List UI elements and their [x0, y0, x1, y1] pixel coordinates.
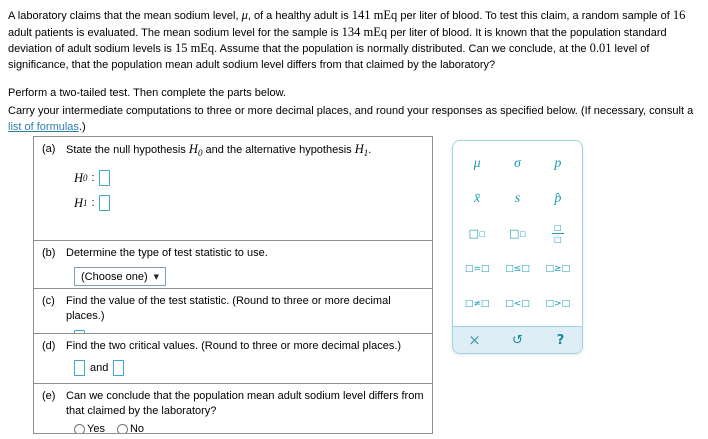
h1-subscript: 1: [363, 148, 369, 159]
carry-text-post: .): [78, 120, 86, 133]
claimed-mean-value: 141 mEq: [351, 8, 398, 22]
critical-value-2-input[interactable]: [113, 360, 124, 376]
part-d-heading: [42, 339, 424, 354]
formulas-link[interactable]: list of formulas: [8, 120, 79, 133]
intro-text-7: level of significance, that the population mean adult sodium level differs from that claimed by the laboratory?: [8, 43, 650, 71]
palette-less-equal-button[interactable]: □≤□: [497, 251, 537, 286]
problem-statement: [8, 8, 706, 73]
intro-text-3: per liter of blood. To test this claim, a random sample of: [397, 10, 673, 22]
part-d-label: (d): [42, 340, 56, 352]
palette-greater-than-button[interactable]: □>□: [538, 286, 578, 321]
part-a-heading: [42, 142, 424, 161]
part-d-section: [34, 333, 432, 383]
significance-level-value: 0.01: [589, 41, 612, 55]
perform-instruction: Perform a two-tailed test. Then complete the parts below.: [8, 87, 286, 99]
palette-xbar-button[interactable]: x̄: [457, 181, 497, 216]
h0-colon: :: [91, 172, 95, 185]
palette-superscript-button[interactable]: [457, 216, 497, 251]
palette-s-button[interactable]: s: [497, 181, 537, 216]
h1-subscript: 1: [83, 198, 88, 209]
part-b-label: (b): [42, 247, 56, 259]
palette-symbol-grid: [453, 141, 582, 326]
h0-input[interactable]: [99, 170, 110, 186]
intro-text-6: . Assume that the population is normally distributed. Can we conclude, at the: [214, 43, 590, 55]
subscript-box-glyph: □: [519, 229, 526, 238]
intro-text-1: A laboratory claims that the mean sodium level,: [8, 10, 242, 22]
part-c-text: Find the value of the test statistic. (Round to three or more decimal places.): [66, 295, 391, 322]
part-a-text-1: State the null hypothesis: [66, 144, 189, 156]
palette-fraction-button[interactable]: [538, 216, 578, 251]
help-icon[interactable]: ?: [539, 327, 582, 353]
part-a-text-3: .: [368, 144, 372, 156]
h1-input[interactable]: [99, 195, 110, 211]
palette-phat-button[interactable]: p̂: [538, 181, 578, 216]
part-a-text-2: and the alternative hypothesis: [202, 144, 355, 156]
part-a-label: (a): [42, 143, 56, 155]
chevron-down-icon: ▼: [153, 272, 160, 281]
part-b-text: Determine the type of test statistic to use.: [66, 247, 268, 259]
yes-label: Yes: [87, 423, 105, 433]
math-palette: [452, 140, 583, 354]
conclusion-options: [74, 423, 424, 433]
h1-row: [74, 195, 424, 211]
question-box: [33, 136, 433, 434]
intro-text-5: per liter of blood. It is known that the population standard deviation of adult sodium levels is: [8, 26, 667, 55]
palette-mu-button[interactable]: μ: [457, 146, 497, 181]
sample-mean-value: 134 mEq: [341, 24, 388, 39]
part-c-heading: [42, 294, 424, 324]
undo-icon[interactable]: ↺: [496, 327, 539, 353]
fraction-denominator-glyph: □: [554, 235, 562, 244]
clear-icon[interactable]: ×: [453, 327, 496, 353]
test-statistic-dropdown[interactable]: [74, 267, 166, 286]
h1-colon: :: [91, 197, 95, 210]
part-b-section: [34, 240, 432, 288]
intro-text-2: , of a healthy adult is: [247, 10, 352, 22]
sample-size-value: 16: [672, 8, 686, 22]
test-statistic-input[interactable]: [74, 330, 85, 333]
carry-text-pre: Carry your intermediate computations to three or more decimal places, and round your responses as specified below. (If necessary, consult a: [8, 105, 694, 117]
part-a-section: [34, 137, 432, 240]
h0-symbol: H: [74, 170, 84, 185]
palette-less-than-button[interactable]: □<□: [497, 286, 537, 321]
intro-text-4: adult patients is evaluated. The mean sodium level for the sample is: [8, 26, 342, 39]
no-radio[interactable]: [117, 424, 128, 434]
part-e-text: Can we conclude that the population mean adult sodium level differs from that claimed by the laboratory?: [66, 390, 424, 417]
carry-instruction: [8, 104, 706, 135]
yes-option[interactable]: [74, 423, 105, 433]
superscript-box-glyph: □: [479, 229, 486, 238]
part-a-text: [66, 142, 424, 161]
yes-radio[interactable]: [74, 424, 85, 434]
part-d-text: Find the two critical values. (Round to three or more decimal places.): [66, 340, 402, 352]
part-e-section: [34, 383, 432, 433]
fraction-numerator-glyph: □: [554, 223, 562, 232]
mu-symbol: μ: [241, 8, 248, 22]
palette-p-button[interactable]: p: [538, 146, 578, 181]
box-glyph: □: [468, 227, 480, 240]
and-text: and: [90, 362, 109, 374]
palette-subscript-button[interactable]: [497, 216, 537, 251]
palette-action-bar: [453, 326, 582, 353]
part-c-label: (c): [42, 295, 55, 307]
part-c-section: [34, 288, 432, 333]
palette-greater-equal-button[interactable]: □≥□: [538, 251, 578, 286]
critical-value-1-input[interactable]: [74, 360, 85, 376]
palette-not-equal-button[interactable]: □≠□: [457, 286, 497, 321]
part-b-heading: [42, 246, 424, 261]
h0-row: [74, 170, 424, 186]
no-option[interactable]: [117, 423, 144, 433]
no-label: No: [129, 423, 145, 433]
h0-symbol: H: [188, 142, 198, 156]
h0-subscript: 0: [197, 148, 203, 159]
part-e-label: (e): [42, 390, 56, 402]
critical-values-row: [74, 360, 424, 376]
h1-symbol: H: [74, 195, 84, 210]
dropdown-label: (Choose one): [81, 270, 148, 283]
h1-symbol: H: [354, 142, 364, 156]
palette-sigma-button[interactable]: σ: [497, 146, 537, 181]
std-dev-value: 15 mEq: [174, 41, 215, 55]
fraction-icon: [552, 223, 564, 244]
box-glyph: □: [508, 227, 520, 240]
h0-subscript: 0: [83, 173, 88, 184]
part-e-heading: [42, 389, 424, 419]
palette-equals-button[interactable]: □=□: [457, 251, 497, 286]
